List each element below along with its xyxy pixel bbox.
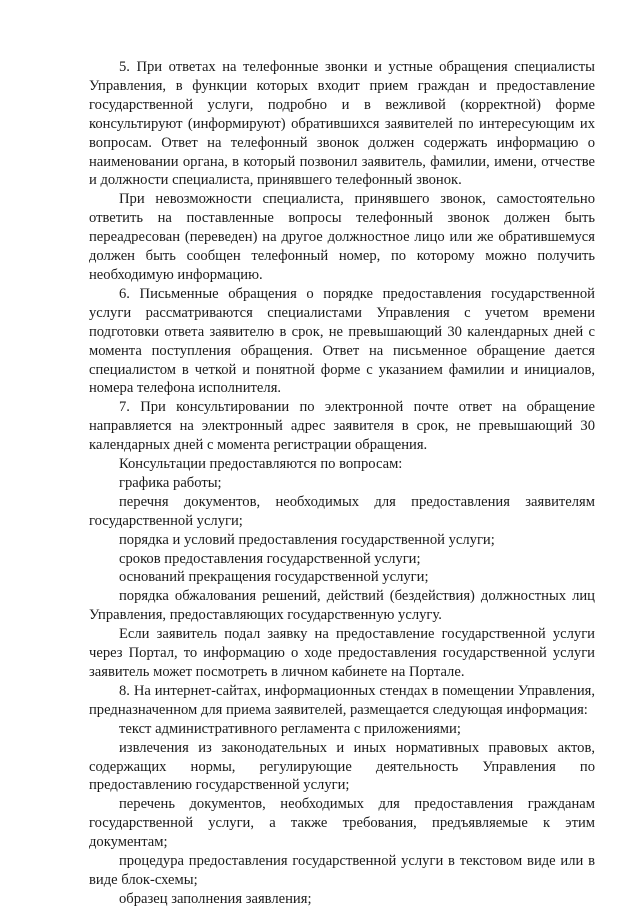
paragraph-written-requests: 6. Письменные обращения о порядке предоставления государственной услуги рассматриваются специалистами Управления с учетом времени подготовки ответа заявителю в срок, не превышающий 30 календарных дней с момента поступления обращения. Ответ на письменное обращение дается специалистом в четкой и понятной форме с указанием фамилии и инициалов, номера телефона исполнителя.	[89, 285, 595, 397]
paragraph-email-consultation: 7. При консультировании по электронной почте ответ на обращение направляется на электронный адрес заявителя в срок, не превышающий 30 календарных дней с момента регистрации обращения.	[89, 399, 595, 454]
paragraph-call-redirect: При невозможности специалиста, принявшего звонок, самостоятельно ответить на поставленные вопросы телефонный звонок должен быть переадресован (переведен) на другое должностное лицо или же обратившемуся должен быть сообщен телефонный номер, по которому можно получить необходимую информацию.	[89, 191, 595, 283]
list-item-procedure: порядка и условий предоставления государственной услуги;	[119, 531, 495, 548]
document-body	[89, 58, 595, 909]
list-item-schedule: графика работы;	[119, 474, 222, 491]
list-item-procedure-description: процедура предоставления государственной услуги в текстовом виде или в виде блок-схемы;	[89, 853, 595, 888]
list-item-terms: сроков предоставления государственной услуги;	[119, 550, 421, 567]
list-item-documents: перечня документов, необходимых для предоставления заявителям государственной услуги;	[89, 493, 595, 529]
paragraph-websites-info: 8. На интернет-сайтах, информационных стендах в помещении Управления, предназначенном для приема заявителей, размещается следующая информация:	[89, 682, 595, 718]
list-item-regulation-text: текст административного регламента с приложениями;	[119, 720, 461, 737]
list-item-appeal: порядка обжалования решений, действий (бездействия) должностных лиц Управления, предоставляющих государственную услугу.	[89, 588, 595, 624]
paragraph-consultation-topics: Консультации предоставляются по вопросам:	[119, 456, 403, 473]
paragraph-portal: Если заявитель подал заявку на предоставление государственной услуги через Портал, то информацию о ходе предоставления государственной услуги заявитель может посмотреть в личном кабинете на Портале.	[89, 626, 595, 680]
list-item-legal-extracts: извлечения из законодательных и иных нормативных правовых актов, содержащих нормы, регулирующие деятельность Управления по предоставлению государственной услуги;	[89, 739, 595, 794]
paragraph-phone-consultation: 5. При ответах на телефонные звонки и устные обращения специалисты Управления, в функции которых входит прием граждан и предоставление государственной услуги, подробно и в вежливой (корректной) форме консультируют (информируют) обратившихся заявителей по интересующим их вопросам. Ответ на телефонный звонок должен содержать информацию о наименовании органа, в который позвонил заявитель, фамилии, имени, отчестве и должности специалиста, принявшего телефонный звонок.	[89, 59, 595, 189]
list-item-sample-form: образец заполнения заявления;	[119, 890, 312, 907]
list-item-document-list: перечень документов, необходимых для предоставления гражданам государственной услуги, а также требования, предъявляемые к этим документам;	[89, 796, 595, 851]
list-item-termination: оснований прекращения государственной услуги;	[119, 569, 429, 586]
